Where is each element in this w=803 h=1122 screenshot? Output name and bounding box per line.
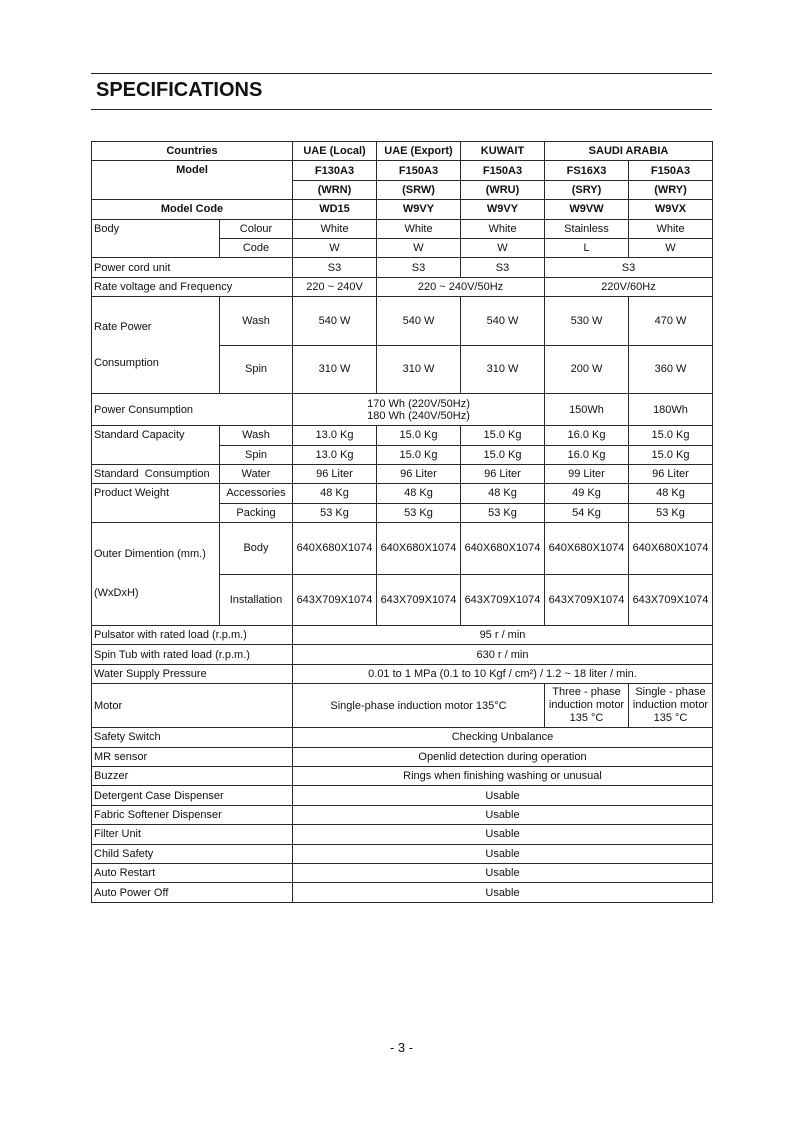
dimension-body-cell: 640X680X1074 bbox=[629, 523, 713, 575]
motor-shared-value: Single-phase induction motor 135°C bbox=[293, 684, 545, 728]
feature-value: Usable bbox=[293, 786, 713, 805]
row-rate-power-wash bbox=[92, 297, 713, 346]
outer-dimension-label-line: (WxDxH) bbox=[94, 587, 139, 600]
title-top-rule bbox=[91, 73, 712, 74]
feature-label: Safety Switch bbox=[92, 728, 293, 747]
power-consumption-line: 180 Wh (240V/50Hz) bbox=[367, 409, 470, 422]
feature-value: Rings when finishing washing or unusual bbox=[293, 767, 713, 786]
water-cell: 96 Liter bbox=[461, 464, 545, 483]
dimension-body-label: Body bbox=[220, 523, 293, 575]
motor-line: Three - phase bbox=[552, 686, 621, 699]
motor-line: induction motor bbox=[632, 699, 709, 712]
power-consumption-label: Power Consumption bbox=[92, 394, 293, 426]
row-model-code bbox=[92, 200, 713, 219]
feature-label: Buzzer bbox=[92, 767, 293, 786]
colour-cell: White bbox=[293, 219, 377, 238]
colour-cell: White bbox=[377, 219, 461, 238]
feature-label: Child Safety bbox=[92, 844, 293, 863]
feature-value: Checking Unbalance bbox=[293, 728, 713, 747]
feature-value: Usable bbox=[293, 805, 713, 824]
feature-label: Detergent Case Dispenser bbox=[92, 786, 293, 805]
water-cell: 99 Liter bbox=[545, 464, 629, 483]
rate-power-spin-cell: 310 W bbox=[377, 345, 461, 394]
model-suffix-cell: (SRW) bbox=[377, 180, 461, 199]
dimension-body-cell: 640X680X1074 bbox=[377, 523, 461, 575]
row-fabric-softener-dispenser bbox=[92, 805, 713, 824]
model-cell: F150A3 bbox=[629, 161, 713, 180]
code-label: Code bbox=[220, 238, 293, 257]
power-consumption-line: 170 Wh (220V/50Hz) bbox=[367, 397, 470, 410]
accessories-label: Accessories bbox=[220, 484, 293, 503]
packing-cell: 53 Kg bbox=[377, 503, 461, 522]
capacity-spin-cell: 15.0 Kg bbox=[461, 445, 545, 464]
packing-cell: 53 Kg bbox=[461, 503, 545, 522]
feature-value: Usable bbox=[293, 844, 713, 863]
row-water-supply bbox=[92, 664, 713, 683]
page-number: - 3 - bbox=[389, 1040, 414, 1055]
power-cord-label: Power cord unit bbox=[92, 258, 293, 277]
product-weight-label: Product Weight bbox=[92, 484, 220, 523]
motor-saudi-fs16x3 bbox=[545, 684, 629, 728]
dimension-body-cell: 640X680X1074 bbox=[461, 523, 545, 575]
water-supply-value: 0.01 to 1 MPa (0.1 to 10 Kgf / cm²) / 1.2 ~ 18 liter / min. bbox=[293, 664, 713, 683]
model-suffix-cell: (WRY) bbox=[629, 180, 713, 199]
model-cell: FS16X3 bbox=[545, 161, 629, 180]
packing-cell: 53 Kg bbox=[293, 503, 377, 522]
colour-cell: Stainless bbox=[545, 219, 629, 238]
water-supply-label: Water Supply Pressure bbox=[92, 664, 293, 683]
spin-label: Spin bbox=[220, 445, 293, 464]
countries-label: Countries bbox=[92, 142, 293, 161]
feature-value: Usable bbox=[293, 825, 713, 844]
code-cell: W bbox=[461, 238, 545, 257]
code-cell: W bbox=[629, 238, 713, 257]
capacity-wash-cell: 15.0 Kg bbox=[377, 426, 461, 445]
pulsator-value: 95 r / min bbox=[293, 626, 713, 645]
row-countries bbox=[92, 142, 713, 161]
colour-cell: White bbox=[629, 219, 713, 238]
pulsator-label: Pulsator with rated load (r.p.m.) bbox=[92, 626, 293, 645]
motor-saudi-f150a3 bbox=[629, 684, 713, 728]
power-cord-cell: S3 bbox=[377, 258, 461, 277]
row-auto-restart bbox=[92, 863, 713, 882]
water-label: Water bbox=[220, 464, 293, 483]
spin-label: Spin bbox=[220, 345, 293, 394]
row-safety-switch bbox=[92, 728, 713, 747]
rate-power-wash-cell: 540 W bbox=[461, 297, 545, 346]
model-code-cell: W9VY bbox=[377, 200, 461, 219]
spin-tub-value: 630 r / min bbox=[293, 645, 713, 664]
model-suffix-cell: (WRU) bbox=[461, 180, 545, 199]
dimension-body-cell: 640X680X1074 bbox=[293, 523, 377, 575]
power-consumption-cell: 180Wh bbox=[629, 394, 713, 426]
model-suffix-cell: (WRN) bbox=[293, 180, 377, 199]
feature-label: MR sensor bbox=[92, 747, 293, 766]
accessories-cell: 48 Kg bbox=[461, 484, 545, 503]
water-cell: 96 Liter bbox=[293, 464, 377, 483]
power-consumption-shared-cell bbox=[293, 394, 545, 426]
country-uae-export: UAE (Export) bbox=[377, 142, 461, 161]
packing-cell: 53 Kg bbox=[629, 503, 713, 522]
row-model bbox=[92, 161, 713, 180]
installation-cell: 643X709X1074 bbox=[461, 574, 545, 626]
model-cell: F150A3 bbox=[377, 161, 461, 180]
colour-cell: White bbox=[461, 219, 545, 238]
accessories-cell: 48 Kg bbox=[377, 484, 461, 503]
row-filter-unit bbox=[92, 825, 713, 844]
rate-power-spin-cell: 310 W bbox=[461, 345, 545, 394]
power-cord-cell: S3 bbox=[545, 258, 713, 277]
capacity-spin-cell: 15.0 Kg bbox=[629, 445, 713, 464]
wash-label: Wash bbox=[220, 426, 293, 445]
feature-label: Auto Restart bbox=[92, 863, 293, 882]
rate-power-label-line: Consumption bbox=[94, 357, 159, 370]
model-code-cell: WD15 bbox=[293, 200, 377, 219]
water-cell: 96 Liter bbox=[629, 464, 713, 483]
motor-label: Motor bbox=[92, 684, 293, 728]
capacity-spin-cell: 13.0 Kg bbox=[293, 445, 377, 464]
body-label: Body bbox=[92, 219, 220, 258]
row-product-weight-accessories bbox=[92, 484, 713, 503]
code-cell: L bbox=[545, 238, 629, 257]
motor-line: 135 °C bbox=[569, 712, 604, 725]
capacity-spin-cell: 15.0 Kg bbox=[377, 445, 461, 464]
installation-cell: 643X709X1074 bbox=[293, 574, 377, 626]
rate-voltage-label: Rate voltage and Frequency bbox=[92, 277, 293, 296]
rate-power-wash-cell: 540 W bbox=[293, 297, 377, 346]
rate-voltage-cell: 220V/60Hz bbox=[545, 277, 713, 296]
model-cell: F150A3 bbox=[461, 161, 545, 180]
row-power-consumption bbox=[92, 394, 713, 426]
row-standard-capacity-wash bbox=[92, 426, 713, 445]
feature-label: Filter Unit bbox=[92, 825, 293, 844]
power-cord-cell: S3 bbox=[293, 258, 377, 277]
code-cell: W bbox=[377, 238, 461, 257]
packing-label: Packing bbox=[220, 503, 293, 522]
capacity-wash-cell: 15.0 Kg bbox=[629, 426, 713, 445]
installation-cell: 643X709X1074 bbox=[629, 574, 713, 626]
feature-label: Auto Power Off bbox=[92, 883, 293, 902]
row-body-colour bbox=[92, 219, 713, 238]
installation-cell: 643X709X1074 bbox=[545, 574, 629, 626]
row-auto-power-off bbox=[92, 883, 713, 902]
model-code-cell: W9VX bbox=[629, 200, 713, 219]
rate-voltage-cell: 220 ~ 240V/50Hz bbox=[377, 277, 545, 296]
rate-power-wash-cell: 470 W bbox=[629, 297, 713, 346]
motor-line: 135 °C bbox=[653, 712, 688, 725]
row-power-cord bbox=[92, 258, 713, 277]
rate-power-spin-cell: 200 W bbox=[545, 345, 629, 394]
spin-tub-label: Spin Tub with rated load (r.p.m.) bbox=[92, 645, 293, 664]
row-detergent-case-dispenser bbox=[92, 786, 713, 805]
row-mr-sensor bbox=[92, 747, 713, 766]
model-code-cell: W9VW bbox=[545, 200, 629, 219]
colour-label: Colour bbox=[220, 219, 293, 238]
accessories-cell: 48 Kg bbox=[629, 484, 713, 503]
row-standard-consumption bbox=[92, 464, 713, 483]
row-rate-voltage bbox=[92, 277, 713, 296]
specifications-table bbox=[91, 141, 713, 903]
water-cell: 96 Liter bbox=[377, 464, 461, 483]
accessories-cell: 49 Kg bbox=[545, 484, 629, 503]
country-saudi-arabia: SAUDI ARABIA bbox=[545, 142, 713, 161]
feature-value: Usable bbox=[293, 883, 713, 902]
standard-capacity-label: Standard Capacity bbox=[92, 426, 220, 465]
rate-voltage-cell: 220 ~ 240V bbox=[293, 277, 377, 296]
row-child-safety bbox=[92, 844, 713, 863]
model-cell: F130A3 bbox=[293, 161, 377, 180]
accessories-cell: 48 Kg bbox=[293, 484, 377, 503]
outer-dimension-label-line: Outer Dimention (mm.) bbox=[94, 548, 206, 561]
row-buzzer bbox=[92, 767, 713, 786]
packing-cell: 54 Kg bbox=[545, 503, 629, 522]
capacity-wash-cell: 13.0 Kg bbox=[293, 426, 377, 445]
feature-value: Usable bbox=[293, 863, 713, 882]
page-title: SPECIFICATIONS bbox=[96, 79, 263, 101]
motor-line: induction motor bbox=[548, 699, 625, 712]
installation-label: Installation bbox=[220, 574, 293, 626]
row-spin-tub bbox=[92, 645, 713, 664]
dimension-body-cell: 640X680X1074 bbox=[545, 523, 629, 575]
installation-cell: 643X709X1074 bbox=[377, 574, 461, 626]
title-bottom-rule bbox=[91, 109, 712, 110]
model-label: Model bbox=[92, 161, 293, 200]
feature-label: Fabric Softener Dispenser bbox=[92, 805, 293, 824]
code-cell: W bbox=[293, 238, 377, 257]
capacity-wash-cell: 15.0 Kg bbox=[461, 426, 545, 445]
country-uae-local: UAE (Local) bbox=[293, 142, 377, 161]
standard-consumption-label: Standard Consumption bbox=[92, 464, 220, 483]
capacity-spin-cell: 16.0 Kg bbox=[545, 445, 629, 464]
country-kuwait: KUWAIT bbox=[461, 142, 545, 161]
row-outer-dimension-body bbox=[92, 523, 713, 575]
rate-power-label-line: Rate Power bbox=[94, 321, 152, 334]
model-code-label: Model Code bbox=[92, 200, 293, 219]
rate-power-label bbox=[92, 297, 220, 394]
row-motor bbox=[92, 684, 713, 728]
feature-value: Openlid detection during operation bbox=[293, 747, 713, 766]
rate-power-wash-cell: 540 W bbox=[377, 297, 461, 346]
power-cord-cell: S3 bbox=[461, 258, 545, 277]
rate-power-spin-cell: 360 W bbox=[629, 345, 713, 394]
rate-power-spin-cell: 310 W bbox=[293, 345, 377, 394]
motor-line: Single - phase bbox=[635, 686, 706, 699]
model-code-cell: W9VY bbox=[461, 200, 545, 219]
outer-dimension-label bbox=[92, 523, 220, 626]
model-suffix-cell: (SRY) bbox=[545, 180, 629, 199]
power-consumption-cell: 150Wh bbox=[545, 394, 629, 426]
capacity-wash-cell: 16.0 Kg bbox=[545, 426, 629, 445]
rate-power-wash-cell: 530 W bbox=[545, 297, 629, 346]
wash-label: Wash bbox=[220, 297, 293, 346]
row-pulsator bbox=[92, 626, 713, 645]
